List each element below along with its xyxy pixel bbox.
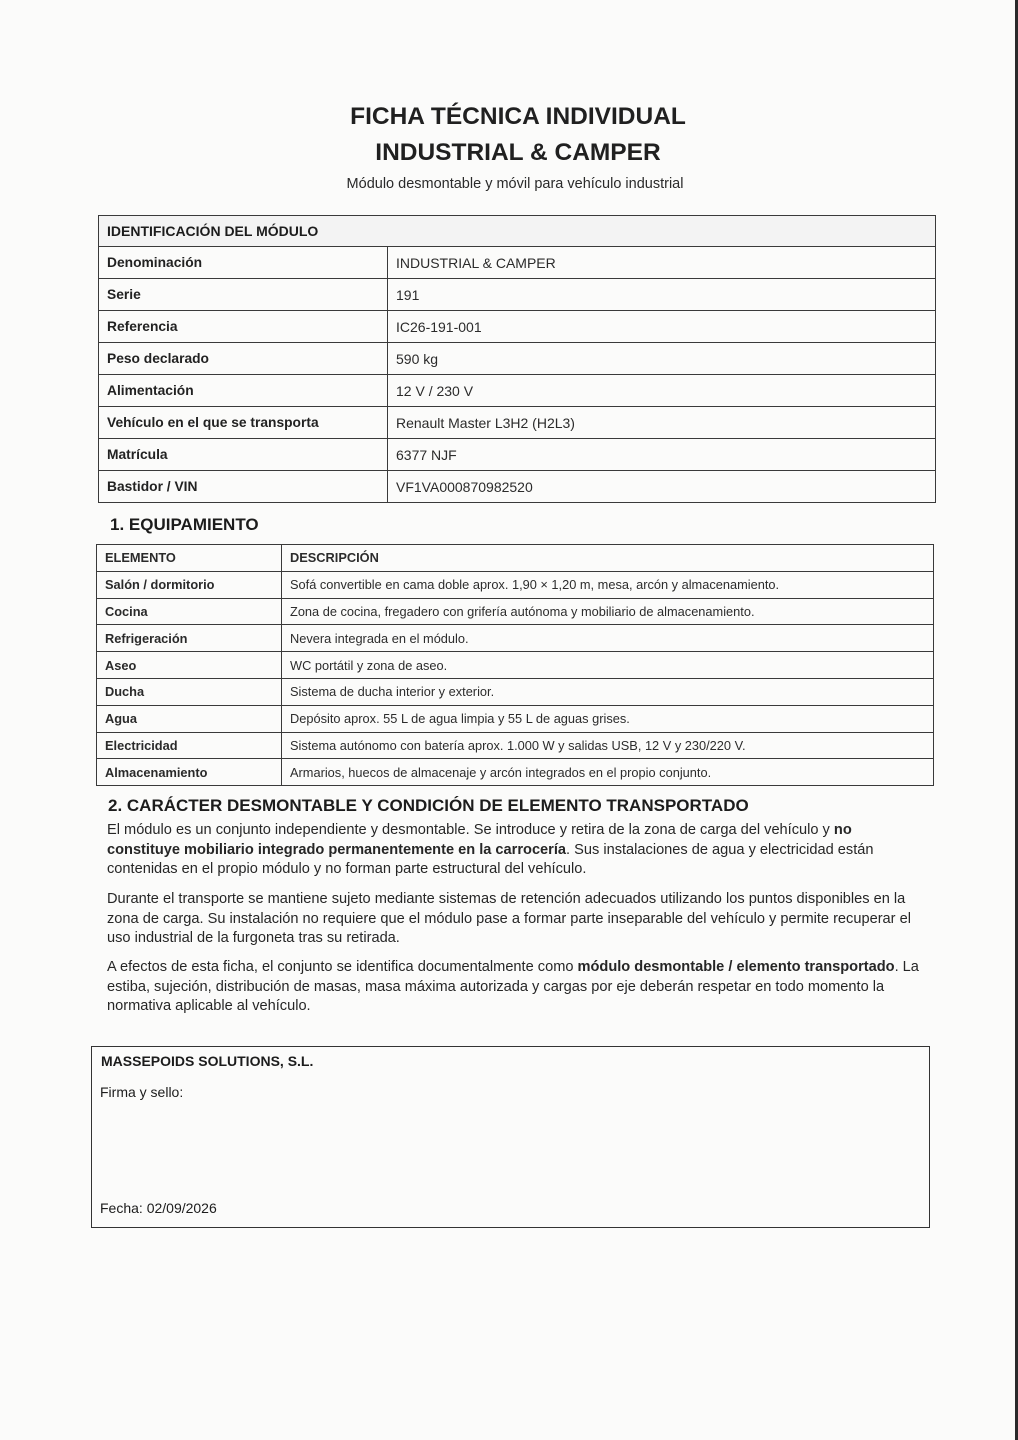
document-subtitle: Módulo desmontable y móvil para vehículo industrial bbox=[346, 176, 684, 192]
paragraph-3-text-a: A efectos de esta ficha, el conjunto se identifica documentalmente como bbox=[107, 959, 578, 975]
equipment-description: Sofá convertible en cama doble aprox. 1,90 × 1,20 m, mesa, arcón y almacenamiento. bbox=[282, 571, 934, 598]
table-row bbox=[99, 439, 936, 471]
equipment-element: Cocina bbox=[97, 598, 282, 625]
equipment-element: Almacenamiento bbox=[97, 759, 282, 786]
ident-value: INDUSTRIAL & CAMPER bbox=[388, 247, 936, 279]
ident-value: 590 kg bbox=[388, 343, 936, 375]
equipment-table bbox=[96, 544, 934, 786]
table-row bbox=[97, 571, 934, 598]
signature-box bbox=[91, 1046, 930, 1228]
paragraph-1 bbox=[107, 821, 925, 880]
identification-table bbox=[98, 215, 936, 503]
equipment-element: Electricidad bbox=[97, 732, 282, 759]
equipment-description: Sistema autónomo con batería aprox. 1.000 W y salidas USB, 12 V y 230/220 V. bbox=[282, 732, 934, 759]
ident-value: 12 V / 230 V bbox=[388, 375, 936, 407]
table-row bbox=[97, 759, 934, 786]
column-header-descripcion: DESCRIPCIÓN bbox=[282, 545, 934, 572]
document-title: FICHA TÉCNICA INDIVIDUAL bbox=[350, 103, 686, 130]
equipment-description: Zona de cocina, fregadero con grifería autónoma y mobiliario de almacenamiento. bbox=[282, 598, 934, 625]
paragraph-1-text-c: . Sus instalaciones de agua y electricidad están contenidas en el propio módulo y no forman parte estructural del vehículo. bbox=[107, 841, 874, 877]
table-row bbox=[99, 343, 936, 375]
equipment-element: Agua bbox=[97, 705, 282, 732]
section-heading-equipment: 1. EQUIPAMIENTO bbox=[110, 515, 259, 534]
table-row bbox=[99, 375, 936, 407]
equipment-element: Aseo bbox=[97, 652, 282, 679]
ident-label: Serie bbox=[99, 279, 388, 311]
equipment-element: Ducha bbox=[97, 678, 282, 705]
ident-label: Denominación bbox=[99, 247, 388, 279]
equipment-description: Depósito aprox. 55 L de agua limpia y 55 L de aguas grises. bbox=[282, 705, 934, 732]
identification-heading-row bbox=[99, 216, 936, 247]
equipment-element: Salón / dormitorio bbox=[97, 571, 282, 598]
equipment-description: Nevera integrada en el módulo. bbox=[282, 625, 934, 652]
table-row bbox=[97, 598, 934, 625]
ident-label: Peso declarado bbox=[99, 343, 388, 375]
ident-value: VF1VA000870982520 bbox=[388, 471, 936, 503]
table-row bbox=[99, 311, 936, 343]
paragraph-3-bold: módulo desmontable / elemento transportado bbox=[577, 959, 895, 975]
ident-label: Matrícula bbox=[99, 439, 388, 471]
table-row bbox=[97, 678, 934, 705]
table-row bbox=[97, 732, 934, 759]
equipment-header-row bbox=[97, 545, 934, 572]
paragraph-1-text-a: El módulo es un conjunto independiente y desmontable. Se introduce y retira de la zona de carga del vehículo y bbox=[107, 822, 834, 838]
identification-heading: IDENTIFICACIÓN DEL MÓDULO bbox=[99, 216, 936, 247]
date-text: Fecha: 02/09/2026 bbox=[100, 1200, 217, 1216]
equipment-description: Sistema de ducha interior y exterior. bbox=[282, 678, 934, 705]
table-row bbox=[97, 652, 934, 679]
signature-label: Firma y sello: bbox=[100, 1084, 184, 1100]
equipment-description: WC portátil y zona de aseo. bbox=[282, 652, 934, 679]
section-heading-removable: 2. CARÁCTER DESMONTABLE Y CONDICIÓN DE ELEMENTO TRANSPORTADO bbox=[108, 796, 749, 815]
table-row bbox=[97, 705, 934, 732]
column-header-elemento: ELEMENTO bbox=[97, 545, 282, 572]
ident-label: Alimentación bbox=[99, 375, 388, 407]
document-title-line2: INDUSTRIAL & CAMPER bbox=[375, 139, 661, 166]
paragraph-1-bold: no constituye mobiliario integrado permanentemente en la carrocería bbox=[107, 822, 852, 858]
table-row bbox=[99, 407, 936, 439]
paragraph-2: Durante el transporte se mantiene sujeto mediante sistemas de retención adecuados utilizando los puntos disponibles en la zona de carga. Su instalación no requiere que el módulo pase a formar parte inseparable del vehículo y permite recuperar el uso industrial de la furgoneta tras su retirada. bbox=[107, 891, 911, 946]
paragraph-3-text-c: . La estiba, sujeción, distribución de masas, masa máxima autorizada y cargas por eje deberán respetar en todo momento la normativa aplicable al vehículo. bbox=[107, 959, 919, 1014]
ident-value: 6377 NJF bbox=[388, 439, 936, 471]
table-row bbox=[97, 625, 934, 652]
company-name: MASSEPOIDS SOLUTIONS, S.L. bbox=[101, 1053, 314, 1069]
ident-label: Referencia bbox=[99, 311, 388, 343]
ident-value: 191 bbox=[388, 279, 936, 311]
table-row bbox=[99, 471, 936, 503]
table-row bbox=[99, 247, 936, 279]
ident-label: Bastidor / VIN bbox=[99, 471, 388, 503]
ident-value: Renault Master L3H2 (H2L3) bbox=[388, 407, 936, 439]
ident-value: IC26-191-001 bbox=[388, 311, 936, 343]
paragraph-3 bbox=[107, 958, 925, 1017]
equipment-description: Armarios, huecos de almacenaje y arcón integrados en el propio conjunto. bbox=[282, 759, 934, 786]
table-row bbox=[99, 279, 936, 311]
equipment-element: Refrigeración bbox=[97, 625, 282, 652]
ident-label: Vehículo en el que se transporta bbox=[99, 407, 388, 439]
